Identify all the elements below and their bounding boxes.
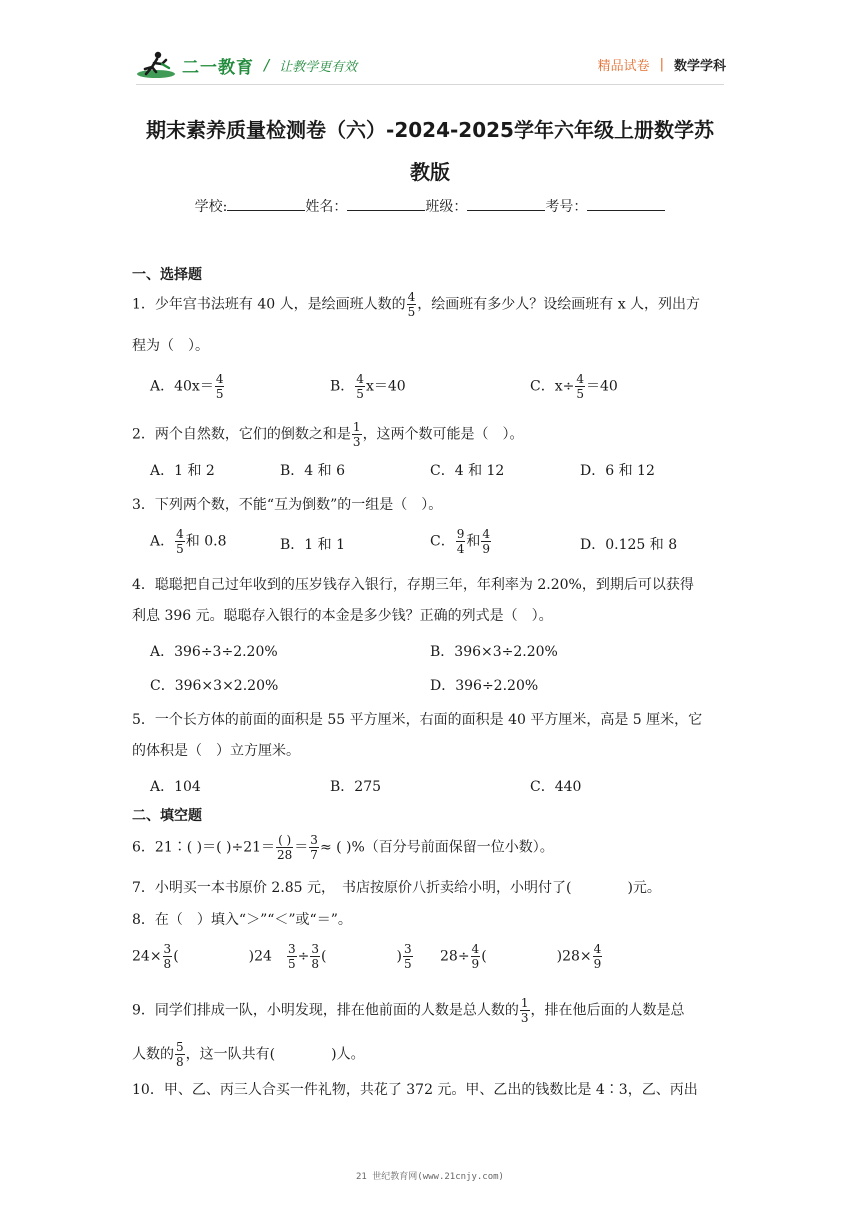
school-blank[interactable]: [227, 198, 305, 211]
q5-option-a[interactable]: A．104: [150, 779, 201, 795]
q1-fraction: $\frac{4}{5}$: [407, 290, 416, 319]
question-2: 2．两个自然数，它们的倒数之和是 $\frac{1}{3}$ ，这两个数可能是（ ）。: [132, 420, 524, 449]
q8-expression-1[interactable]: 24× $\frac{3}{8}$ ( )24: [132, 942, 272, 971]
q4-option-c[interactable]: C．396×3×2.20%: [150, 678, 279, 694]
question-1: [132, 290, 732, 319]
tag-premium: 精品试卷: [597, 59, 650, 74]
runner-logo-icon: [136, 50, 180, 80]
question-9-line1: 9．同学们排成一队，小明发现，排在他前面的人数是总人数的 $\frac{1}{3}$ ，排在他后面的人数是总: [132, 996, 685, 1025]
q4-option-a[interactable]: A．396÷3÷2.20%: [150, 644, 278, 660]
q8-expression-3[interactable]: 28÷ $\frac{4}{9}$ ( )28× $\frac{4}{9}$: [440, 942, 602, 971]
question-5-line2: 的体积是（ ）立方厘米。: [132, 743, 300, 759]
q1-text-a: 1．少年宫书法班有 40 人，是绘画班人数的: [132, 296, 406, 313]
q4-option-b[interactable]: B．396×3÷2.20%: [430, 644, 558, 660]
number-label: 考号：: [545, 199, 588, 215]
tag-subject: 数学学科: [673, 59, 726, 74]
q2-option-c[interactable]: C．4 和 12: [430, 463, 505, 479]
q2-option-b[interactable]: B．4 和 6: [280, 463, 346, 479]
question-10: 10．甲、乙、丙三人合买一件礼物，共花了 372 元。甲、乙出的钱数比是 4∶3，乙、丙出: [132, 1082, 698, 1098]
number-blank[interactable]: [587, 198, 665, 211]
q3-option-c[interactable]: C． $\frac{9}{4}$ 和 $\frac{4}{9}$: [430, 527, 490, 556]
q5-option-b[interactable]: B．275: [330, 779, 382, 795]
q8-expression-2[interactable]: $\frac{3}{5}$ ÷ $\frac{3}{8}$ ( ) $\frac{3}{5}$: [288, 942, 412, 971]
q1-option-a[interactable]: A．40x＝ $\frac{4}{5}$: [150, 372, 224, 401]
question-5-line1: 5．一个长方体的前面的面积是 55 平方厘米，右面的面积是 40 平方厘米，高是 5 厘米，它: [132, 712, 703, 728]
student-info: [0, 196, 860, 216]
school-label: 学校:: [194, 199, 228, 215]
q3-option-d[interactable]: D．0.125 和 8: [580, 537, 678, 553]
section-fill: 二、填空题: [132, 808, 202, 824]
page-header: [0, 0, 860, 90]
name-blank[interactable]: [347, 198, 425, 211]
q1-line2: 程为（ ）。: [132, 338, 209, 354]
logo-separator: /: [264, 56, 270, 74]
q4-option-d[interactable]: D．396÷2.20%: [430, 678, 539, 694]
header-divider: [136, 84, 724, 85]
q3-option-b[interactable]: B．1 和 1: [280, 537, 346, 553]
question-4-line2: 利息 396 元。聪聪存入银行的本金是多少钱？正确的列式是（ ）。: [132, 608, 553, 624]
tag-separator: |: [659, 57, 664, 72]
class-label: 班级：: [425, 199, 468, 215]
header-tags: [598, 55, 726, 74]
q5-option-c[interactable]: C．440: [530, 779, 582, 795]
question-7: 7．小明买一本书原价 2.85 元， 书店按原价八折卖给小明，小明付了( )元。: [132, 880, 661, 896]
q1-option-b[interactable]: B． $\frac{4}{5}$ x＝40: [330, 372, 406, 401]
question-9-line2: 人数的 $\frac{5}{8}$ ，这一队共有( )人。: [132, 1040, 365, 1069]
slogan: 让教学更有效: [279, 59, 358, 75]
brand-logo: [136, 50, 357, 80]
q2-option-d[interactable]: D．6 和 12: [580, 463, 655, 479]
question-6: 6．21∶( )＝( )÷21＝ $\frac{( )}{28}$ ＝ $\frac{3}{7}$ ≈ ( )%（百分号前面保留一位小数）。: [132, 833, 554, 862]
question-8: 8．在（ ）填入“＞”“＜”或“＝”。: [132, 912, 352, 928]
class-blank[interactable]: [467, 198, 545, 211]
section-choice: 一、选择题: [132, 267, 202, 283]
q3-option-a[interactable]: A． $\frac{4}{5}$ 和 0.8: [150, 527, 227, 556]
q1-option-c[interactable]: C．x÷ $\frac{4}{5}$ ＝40: [530, 372, 618, 401]
question-3: 3．下列两个数，不能“互为倒数”的一组是（ ）。: [132, 497, 443, 513]
page-title-line1: 期末素养质量检测卷（六）-2024-2025学年六年级上册数学苏: [146, 118, 714, 142]
page-title-line2: 教版: [410, 160, 450, 184]
logo-text: 二一教育: [182, 57, 254, 78]
q2-option-a[interactable]: A．1 和 2: [150, 463, 215, 479]
name-label: 姓名：: [305, 199, 348, 215]
page-footer: 21 世纪教育网(www.21cnjy.com): [356, 1172, 504, 1182]
q1-text-b: ，绘画班有多少人？设绘画班有 x 人，列出方: [417, 296, 701, 313]
question-4-line1: 4．聪聪把自己过年收到的压岁钱存入银行，存期三年，年利率为 2.20%，到期后可以获得: [132, 577, 694, 593]
